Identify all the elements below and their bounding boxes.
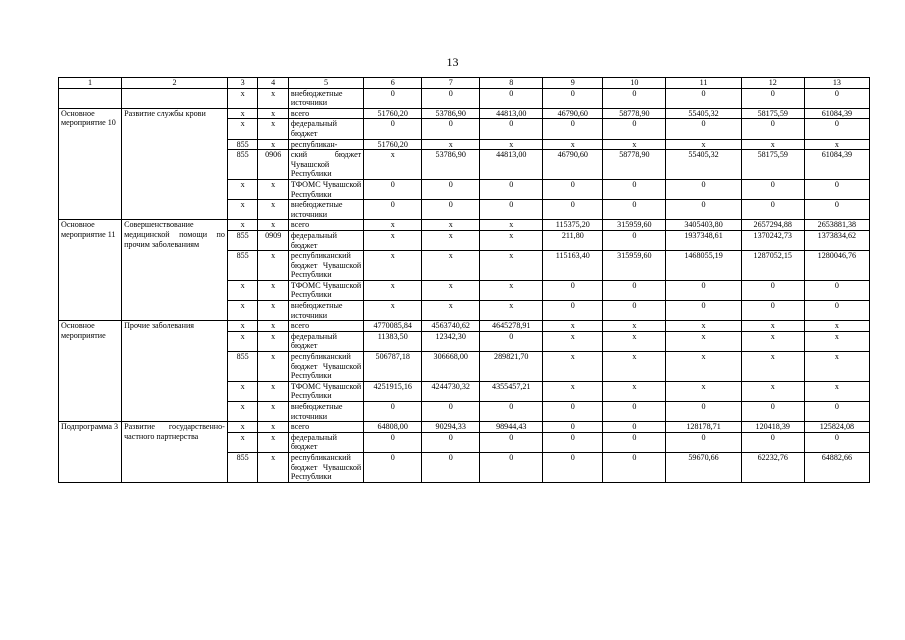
value-cell: 0: [666, 119, 741, 139]
funding-source-cell: республиканский бюджет Чувашской Республики: [288, 251, 363, 281]
value-cell: 0: [543, 200, 603, 220]
funding-source-cell: республикан-: [288, 139, 363, 150]
value-cell: 11383,50: [364, 331, 422, 351]
value-cell: 0: [666, 88, 741, 108]
value-cell: x: [480, 220, 543, 231]
value-cell: 44813,00: [480, 150, 543, 180]
value-cell: 0: [543, 432, 603, 452]
value-cell: 0: [543, 301, 603, 321]
code-cell: x: [227, 432, 258, 452]
row-description-cell: Развитие государственно-частного партнерства: [122, 422, 228, 483]
funding-source-cell: ТФОМС Чувашской Республики: [288, 179, 363, 199]
code-cell: x: [227, 321, 258, 332]
value-cell: 0: [603, 119, 666, 139]
value-cell: 12342,30: [422, 331, 480, 351]
funding-source-cell: ский бюджет Чувашской Республики: [288, 150, 363, 180]
value-cell: 0: [666, 432, 741, 452]
table-row: [59, 108, 870, 119]
value-cell: x: [543, 381, 603, 401]
value-cell: 0: [741, 301, 804, 321]
value-cell: 0: [804, 432, 869, 452]
section-cell: x: [258, 251, 289, 281]
value-cell: 306668,00: [422, 352, 480, 382]
header-cell: 5: [288, 78, 363, 89]
section-cell: x: [258, 119, 289, 139]
value-cell: 0: [480, 88, 543, 108]
row-description-cell: Прочие заболевания: [122, 321, 228, 422]
value-cell: 0: [480, 432, 543, 452]
code-cell: x: [227, 179, 258, 199]
value-cell: 0: [480, 200, 543, 220]
value-cell: x: [741, 331, 804, 351]
table-row: [59, 88, 870, 108]
row-title-cell: Основное мероприятие: [59, 321, 122, 422]
section-cell: 0909: [258, 230, 289, 250]
value-cell: x: [543, 352, 603, 382]
value-cell: x: [364, 251, 422, 281]
code-cell: 855: [227, 251, 258, 281]
value-cell: 58778,90: [603, 108, 666, 119]
row-title-cell: Подпрограмма 3: [59, 422, 122, 483]
code-cell: x: [227, 200, 258, 220]
table-row: [59, 422, 870, 433]
section-cell: x: [258, 381, 289, 401]
code-cell: x: [227, 280, 258, 300]
value-cell: 0: [422, 452, 480, 482]
funding-source-cell: внебюджетные источники: [288, 402, 363, 422]
value-cell: 0: [741, 402, 804, 422]
value-cell: 4645278,91: [480, 321, 543, 332]
funding-source-cell: федеральный бюджет: [288, 119, 363, 139]
funding-source-cell: внебюджетные источники: [288, 301, 363, 321]
value-cell: 58175,59: [741, 108, 804, 119]
value-cell: 0: [364, 179, 422, 199]
header-cell: 4: [258, 78, 289, 89]
value-cell: 0: [480, 452, 543, 482]
value-cell: 62232,76: [741, 452, 804, 482]
value-cell: 289821,70: [480, 352, 543, 382]
funding-source-cell: всего: [288, 422, 363, 433]
value-cell: 0: [666, 200, 741, 220]
value-cell: 0: [804, 301, 869, 321]
header-cell: 2: [122, 78, 228, 89]
value-cell: 0: [741, 88, 804, 108]
code-cell: x: [227, 108, 258, 119]
value-cell: 0: [364, 432, 422, 452]
value-cell: 0: [666, 179, 741, 199]
funding-source-cell: федеральный бюджет: [288, 331, 363, 351]
value-cell: 61084,39: [804, 150, 869, 180]
value-cell: 211,80: [543, 230, 603, 250]
section-cell: x: [258, 88, 289, 108]
value-cell: 0: [543, 179, 603, 199]
value-cell: x: [603, 321, 666, 332]
funding-source-cell: внебюджетные источники: [288, 200, 363, 220]
funding-source-cell: ТФОМС Чувашской Республики: [288, 280, 363, 300]
header-cell: 13: [804, 78, 869, 89]
value-cell: 0: [543, 402, 603, 422]
code-cell: 855: [227, 139, 258, 150]
value-cell: 64808,00: [364, 422, 422, 433]
section-cell: x: [258, 402, 289, 422]
value-cell: x: [364, 301, 422, 321]
value-cell: x: [666, 331, 741, 351]
funding-source-cell: внебюджетные источники: [288, 88, 363, 108]
value-cell: 0: [804, 179, 869, 199]
value-cell: 4770085,84: [364, 321, 422, 332]
value-cell: x: [603, 139, 666, 150]
value-cell: 115375,20: [543, 220, 603, 231]
section-cell: x: [258, 139, 289, 150]
value-cell: 315959,60: [603, 251, 666, 281]
row-description-cell: [122, 88, 228, 108]
value-cell: x: [741, 139, 804, 150]
section-cell: x: [258, 321, 289, 332]
value-cell: 0: [603, 402, 666, 422]
row-description-cell: Совершенствование медицинской помощи по прочим заболеваниям: [122, 220, 228, 321]
section-cell: x: [258, 432, 289, 452]
value-cell: x: [543, 331, 603, 351]
value-cell: x: [480, 251, 543, 281]
page-number: 13: [446, 55, 459, 69]
code-cell: 855: [227, 230, 258, 250]
value-cell: 0: [543, 422, 603, 433]
value-cell: 0: [422, 88, 480, 108]
value-cell: 506787,18: [364, 352, 422, 382]
value-cell: 1373834,62: [804, 230, 869, 250]
section-cell: x: [258, 280, 289, 300]
value-cell: 128178,71: [666, 422, 741, 433]
value-cell: x: [364, 220, 422, 231]
section-cell: x: [258, 108, 289, 119]
row-description-cell: Развитие службы крови: [122, 108, 228, 220]
value-cell: 98944,43: [480, 422, 543, 433]
code-cell: x: [227, 422, 258, 433]
value-cell: 0: [741, 280, 804, 300]
value-cell: 0: [364, 200, 422, 220]
value-cell: 53786,90: [422, 150, 480, 180]
value-cell: x: [422, 301, 480, 321]
value-cell: 0: [543, 452, 603, 482]
value-cell: 0: [543, 88, 603, 108]
code-cell: x: [227, 119, 258, 139]
value-cell: 2653881,38: [804, 220, 869, 231]
value-cell: x: [543, 321, 603, 332]
table-row: [59, 321, 870, 332]
funding-source-cell: всего: [288, 108, 363, 119]
value-cell: 0: [804, 88, 869, 108]
code-cell: x: [227, 381, 258, 401]
value-cell: x: [741, 381, 804, 401]
value-cell: 0: [804, 200, 869, 220]
value-cell: 61084,39: [804, 108, 869, 119]
value-cell: 58778,90: [603, 150, 666, 180]
value-cell: 0: [364, 402, 422, 422]
value-cell: x: [422, 139, 480, 150]
value-cell: 0: [603, 422, 666, 433]
section-cell: x: [258, 179, 289, 199]
value-cell: x: [480, 301, 543, 321]
value-cell: 125824,08: [804, 422, 869, 433]
value-cell: x: [804, 381, 869, 401]
value-cell: 0: [422, 179, 480, 199]
value-cell: 1370242,73: [741, 230, 804, 250]
value-cell: 0: [603, 452, 666, 482]
value-cell: x: [804, 331, 869, 351]
value-cell: 58175,59: [741, 150, 804, 180]
value-cell: x: [364, 230, 422, 250]
value-cell: 4244730,32: [422, 381, 480, 401]
funding-source-cell: федеральный бюджет: [288, 432, 363, 452]
value-cell: 0: [666, 301, 741, 321]
code-cell: x: [227, 88, 258, 108]
value-cell: 0: [741, 179, 804, 199]
value-cell: 0: [543, 119, 603, 139]
value-cell: x: [666, 381, 741, 401]
value-cell: 0: [364, 119, 422, 139]
value-cell: x: [741, 352, 804, 382]
value-cell: x: [666, 139, 741, 150]
value-cell: x: [422, 251, 480, 281]
value-cell: x: [422, 230, 480, 250]
value-cell: 59670,66: [666, 452, 741, 482]
table-row: [59, 220, 870, 231]
value-cell: 0: [543, 280, 603, 300]
section-cell: x: [258, 422, 289, 433]
value-cell: 0: [666, 280, 741, 300]
value-cell: 0: [603, 179, 666, 199]
row-title-cell: Основное мероприятие 11: [59, 220, 122, 321]
value-cell: x: [422, 280, 480, 300]
header-cell: 10: [603, 78, 666, 89]
header-cell: 12: [741, 78, 804, 89]
value-cell: 1280046,76: [804, 251, 869, 281]
value-cell: 0: [666, 402, 741, 422]
value-cell: 46790,60: [543, 150, 603, 180]
value-cell: 1937348,61: [666, 230, 741, 250]
code-cell: x: [227, 331, 258, 351]
value-cell: 4251915,16: [364, 381, 422, 401]
value-cell: 53786,90: [422, 108, 480, 119]
value-cell: x: [364, 150, 422, 180]
header-cell: 1: [59, 78, 122, 89]
value-cell: 0: [480, 402, 543, 422]
value-cell: 0: [804, 119, 869, 139]
funding-source-cell: республиканский бюджет Чувашской Республики: [288, 352, 363, 382]
code-cell: x: [227, 220, 258, 231]
value-cell: 0: [364, 452, 422, 482]
value-cell: 4563740,62: [422, 321, 480, 332]
value-cell: 0: [603, 301, 666, 321]
row-title-cell: Основное мероприятие 10: [59, 108, 122, 220]
value-cell: x: [603, 331, 666, 351]
header-cell: 3: [227, 78, 258, 89]
code-cell: x: [227, 301, 258, 321]
funding-source-cell: республиканский бюджет Чувашской Республики: [288, 452, 363, 482]
value-cell: x: [364, 280, 422, 300]
value-cell: 0: [741, 432, 804, 452]
value-cell: 1468055,19: [666, 251, 741, 281]
value-cell: 2657294,88: [741, 220, 804, 231]
funding-source-cell: всего: [288, 220, 363, 231]
value-cell: x: [804, 352, 869, 382]
code-cell: 855: [227, 352, 258, 382]
value-cell: 46790,60: [543, 108, 603, 119]
value-cell: 0: [804, 280, 869, 300]
header-cell: 9: [543, 78, 603, 89]
value-cell: 51760,20: [364, 108, 422, 119]
code-cell: x: [227, 402, 258, 422]
budget-table: [58, 77, 870, 483]
value-cell: 0: [603, 88, 666, 108]
value-cell: 0: [480, 331, 543, 351]
value-cell: 120418,39: [741, 422, 804, 433]
section-cell: x: [258, 452, 289, 482]
section-cell: x: [258, 200, 289, 220]
section-cell: x: [258, 331, 289, 351]
value-cell: x: [666, 321, 741, 332]
value-cell: 55405,32: [666, 108, 741, 119]
value-cell: x: [422, 220, 480, 231]
value-cell: 55405,32: [666, 150, 741, 180]
value-cell: 0: [741, 200, 804, 220]
row-title-cell: [59, 88, 122, 108]
funding-source-cell: федеральный бюджет: [288, 230, 363, 250]
section-cell: x: [258, 352, 289, 382]
value-cell: 0: [741, 119, 804, 139]
value-cell: x: [480, 280, 543, 300]
value-cell: 0: [364, 88, 422, 108]
header-cell: 8: [480, 78, 543, 89]
funding-source-cell: ТФОМС Чувашской Республики: [288, 381, 363, 401]
value-cell: 0: [422, 200, 480, 220]
section-cell: 0906: [258, 150, 289, 180]
code-cell: 855: [227, 452, 258, 482]
value-cell: 0: [603, 230, 666, 250]
value-cell: x: [741, 321, 804, 332]
value-cell: 0: [480, 179, 543, 199]
value-cell: 51760,20: [364, 139, 422, 150]
value-cell: 115163,40: [543, 251, 603, 281]
value-cell: 90294,33: [422, 422, 480, 433]
value-cell: 0: [422, 402, 480, 422]
code-cell: 855: [227, 150, 258, 180]
header-cell: 7: [422, 78, 480, 89]
value-cell: 0: [422, 119, 480, 139]
funding-source-cell: всего: [288, 321, 363, 332]
value-cell: 0: [603, 432, 666, 452]
value-cell: 1287052,15: [741, 251, 804, 281]
header-cell: 6: [364, 78, 422, 89]
value-cell: x: [666, 352, 741, 382]
value-cell: x: [480, 139, 543, 150]
header-row: [59, 78, 870, 89]
section-cell: x: [258, 220, 289, 231]
value-cell: 0: [422, 432, 480, 452]
value-cell: x: [804, 139, 869, 150]
value-cell: x: [480, 230, 543, 250]
header-cell: 11: [666, 78, 741, 89]
value-cell: 0: [603, 280, 666, 300]
value-cell: 64882,66: [804, 452, 869, 482]
value-cell: 44813,00: [480, 108, 543, 119]
value-cell: x: [603, 352, 666, 382]
section-cell: x: [258, 301, 289, 321]
value-cell: 315959,60: [603, 220, 666, 231]
value-cell: 0: [804, 402, 869, 422]
value-cell: 3405403,80: [666, 220, 741, 231]
value-cell: x: [543, 139, 603, 150]
value-cell: 0: [603, 200, 666, 220]
value-cell: 0: [480, 119, 543, 139]
value-cell: x: [603, 381, 666, 401]
value-cell: x: [804, 321, 869, 332]
value-cell: 4355457,21: [480, 381, 543, 401]
